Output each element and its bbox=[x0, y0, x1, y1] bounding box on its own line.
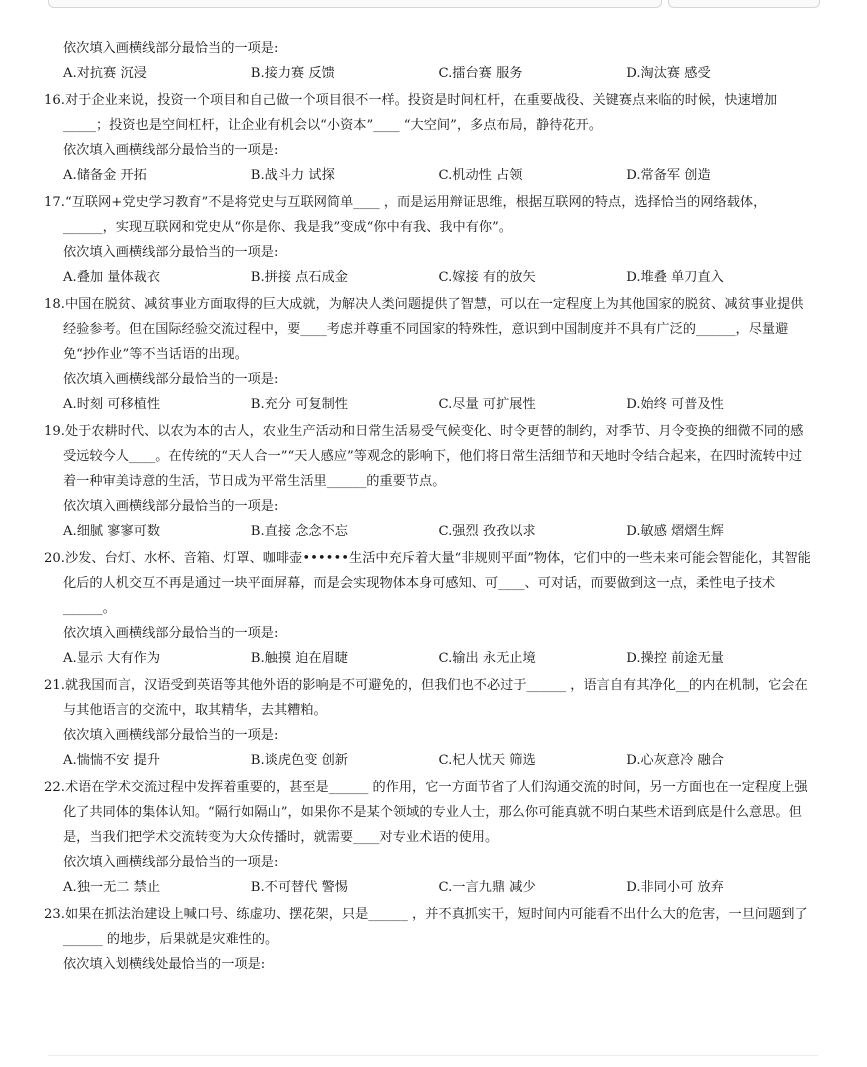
question-text: 16.对于企业来说，投资一个项目和自己做一个项目很不一样。投资是时间杠杆，在重要战役、关键赛点来临的时候，快速增加_____；投资也是空间杠杆，让企业有机会以“小资本”____ “大空间”，多点布局，静待花开。 bbox=[44, 93, 778, 133]
question-20 bbox=[44, 546, 814, 671]
question-22 bbox=[44, 775, 814, 900]
option-a[interactable]: A.细腻 寥寥可数 bbox=[63, 524, 161, 539]
question-text: 17.“互联网+党史学习教育”不是将党史与互联网简单____ ，而是运用辩证思维，根据互联网的特点，选择恰当的网络载体，______，实现互联网和党史从“你是你、我是我”变成“你中有我、我中有你”。 bbox=[44, 195, 767, 235]
option-row bbox=[44, 392, 814, 417]
exam-content bbox=[44, 36, 814, 977]
option-d[interactable]: D.淘汰赛 感受 bbox=[626, 66, 711, 81]
question-prompt: 依次填入画横线部分最恰当的一项是: bbox=[63, 626, 279, 641]
page-divider bbox=[48, 1055, 818, 1056]
option-d[interactable]: D.非同小可 放弃 bbox=[626, 880, 724, 895]
option-b[interactable]: B.充分 可复制性 bbox=[250, 397, 348, 412]
option-c[interactable]: C.机动性 占领 bbox=[438, 168, 523, 183]
option-b[interactable]: B.拼接 点石成金 bbox=[250, 270, 348, 285]
option-d[interactable]: D.常备军 创造 bbox=[626, 168, 711, 183]
option-row bbox=[44, 61, 814, 86]
search-box[interactable] bbox=[48, 0, 662, 8]
option-c[interactable]: C.尽量 可扩展性 bbox=[438, 397, 536, 412]
question-text: 21.就我国而言，汉语受到英语等其他外语的影响是不可避免的，但我们也不必过于______ ，语言自有其净化__的内在机制，它会在与其他语言的交流中，取其精华，去其糟粕。 bbox=[44, 678, 808, 718]
question-text: 22.术语在学术交流过程中发挥着重要的，甚至是______ 的作用，它一方面节省了人们沟通交流的时间，另一方面也在一定程度上强化了共同体的集体认知。“隔行如隔山”，如果你不是某个领域的专业人士，那么你可能真就不明白某些术语到底是什么意思。但是，当我们把学术交流转变为大众传播时，就需要____对专业术语的使用。 bbox=[44, 780, 808, 845]
option-c[interactable]: C.杞人忧天 筛选 bbox=[438, 753, 536, 768]
option-d[interactable]: D.操控 前途无量 bbox=[626, 651, 724, 666]
question-17 bbox=[44, 190, 814, 290]
option-b[interactable]: B.战斗力 试探 bbox=[250, 168, 335, 183]
top-toolbar bbox=[0, 0, 867, 8]
option-d[interactable]: D.心灰意冷 融合 bbox=[626, 753, 724, 768]
option-c[interactable]: C.强烈 孜孜以求 bbox=[438, 524, 536, 539]
option-a[interactable]: A.时刻 可移植性 bbox=[63, 397, 161, 412]
question-16 bbox=[44, 88, 814, 188]
option-d[interactable]: D.堆叠 单刀直入 bbox=[626, 270, 724, 285]
question-text: 19.处于农耕时代、以农为本的古人，农业生产活动和日常生活易受气候变化、时令更替的制约，对季节、月令变换的细微不同的感受远较今人____。在传统的“天人合一”“天人感应”等观念的影响下，他们将日常生活细节和天地时令结合起来，在四时流转中过着一种审美诗意的生活，节日成为平常生活里______的重要节点。 bbox=[44, 424, 804, 489]
question-15-tail bbox=[44, 36, 814, 86]
question-prompt: 依次填入画横线部分最恰当的一项是: bbox=[63, 143, 279, 158]
option-row bbox=[44, 519, 814, 544]
option-c[interactable]: C.输出 永无止境 bbox=[438, 651, 536, 666]
option-d[interactable]: D.敏感 熠熠生辉 bbox=[626, 524, 724, 539]
question-text: 20.沙发、台灯、水杯、音箱、灯罩、咖啡壶••••••生活中充斥着大量“非规则平面”物体，它们中的一些未来可能会智能化，其智能化后的人机交互不再是通过一块平面屏幕，而是会实现物体本身可感知、可____、可对话，而要做到这一点，柔性电子技术______。 bbox=[44, 551, 811, 616]
question-prompt: 依次填入划横线处最恰当的一项是: bbox=[63, 957, 266, 972]
question-prompt: 依次填入画横线部分最恰当的一项是: bbox=[63, 855, 279, 870]
option-c[interactable]: C.擂台赛 服务 bbox=[438, 66, 523, 81]
option-a[interactable]: A.叠加 量体裁衣 bbox=[63, 270, 161, 285]
option-b[interactable]: B.不可替代 警惕 bbox=[250, 880, 348, 895]
option-row bbox=[44, 646, 814, 671]
question-21 bbox=[44, 673, 814, 773]
option-c[interactable]: C.嫁接 有的放矢 bbox=[438, 270, 536, 285]
option-row bbox=[44, 748, 814, 773]
option-a[interactable]: A.显示 大有作为 bbox=[63, 651, 161, 666]
option-a[interactable]: A.独一无二 禁止 bbox=[63, 880, 161, 895]
option-a[interactable]: A.惴惴不安 提升 bbox=[63, 753, 161, 768]
question-prompt: 依次填入画横线部分最恰当的一项是: bbox=[63, 372, 279, 387]
question-prompt: 依次填入画横线部分最恰当的一项是: bbox=[63, 728, 279, 743]
question-text: 18.中国在脱贫、减贫事业方面取得的巨大成就，为解决人类问题提供了智慧，可以在一定程度上为其他国家的脱贫、减贫事业提供经验参考。但在国际经验交流过程中，要____考虑并尊重不同国家的特殊性，意识到中国制度并不具有广泛的______，尽量避免“抄作业”等不当话语的出现。 bbox=[44, 297, 804, 362]
option-row bbox=[44, 875, 814, 900]
option-a[interactable]: A.储备金 开拓 bbox=[63, 168, 147, 183]
question-19 bbox=[44, 419, 814, 544]
option-row bbox=[44, 265, 814, 290]
option-b[interactable]: B.谈虎色变 创新 bbox=[250, 753, 348, 768]
option-b[interactable]: B.接力赛 反馈 bbox=[250, 66, 335, 81]
question-prompt: 依次填入画横线部分最恰当的一项是: bbox=[63, 41, 279, 56]
question-23 bbox=[44, 902, 814, 977]
question-18 bbox=[44, 292, 814, 417]
question-prompt: 依次填入画横线部分最恰当的一项是: bbox=[63, 499, 279, 514]
question-prompt: 依次填入画横线部分最恰当的一项是: bbox=[63, 245, 279, 260]
question-text: 23.如果在抓法治建设上喊口号、练虚功、摆花架，只是______ ，并不真抓实干，短时间内可能看不出什么大的危害，一旦问题到了______ 的地步，后果就是灾难性的。 bbox=[44, 907, 808, 947]
option-row bbox=[44, 163, 814, 188]
option-a[interactable]: A.对抗赛 沉浸 bbox=[63, 66, 147, 81]
toolbar-button[interactable] bbox=[668, 0, 820, 8]
option-d[interactable]: D.始终 可普及性 bbox=[626, 397, 724, 412]
option-b[interactable]: B.触摸 迫在眉睫 bbox=[250, 651, 348, 666]
option-b[interactable]: B.直接 念念不忘 bbox=[250, 524, 348, 539]
option-c[interactable]: C.一言九鼎 减少 bbox=[438, 880, 536, 895]
